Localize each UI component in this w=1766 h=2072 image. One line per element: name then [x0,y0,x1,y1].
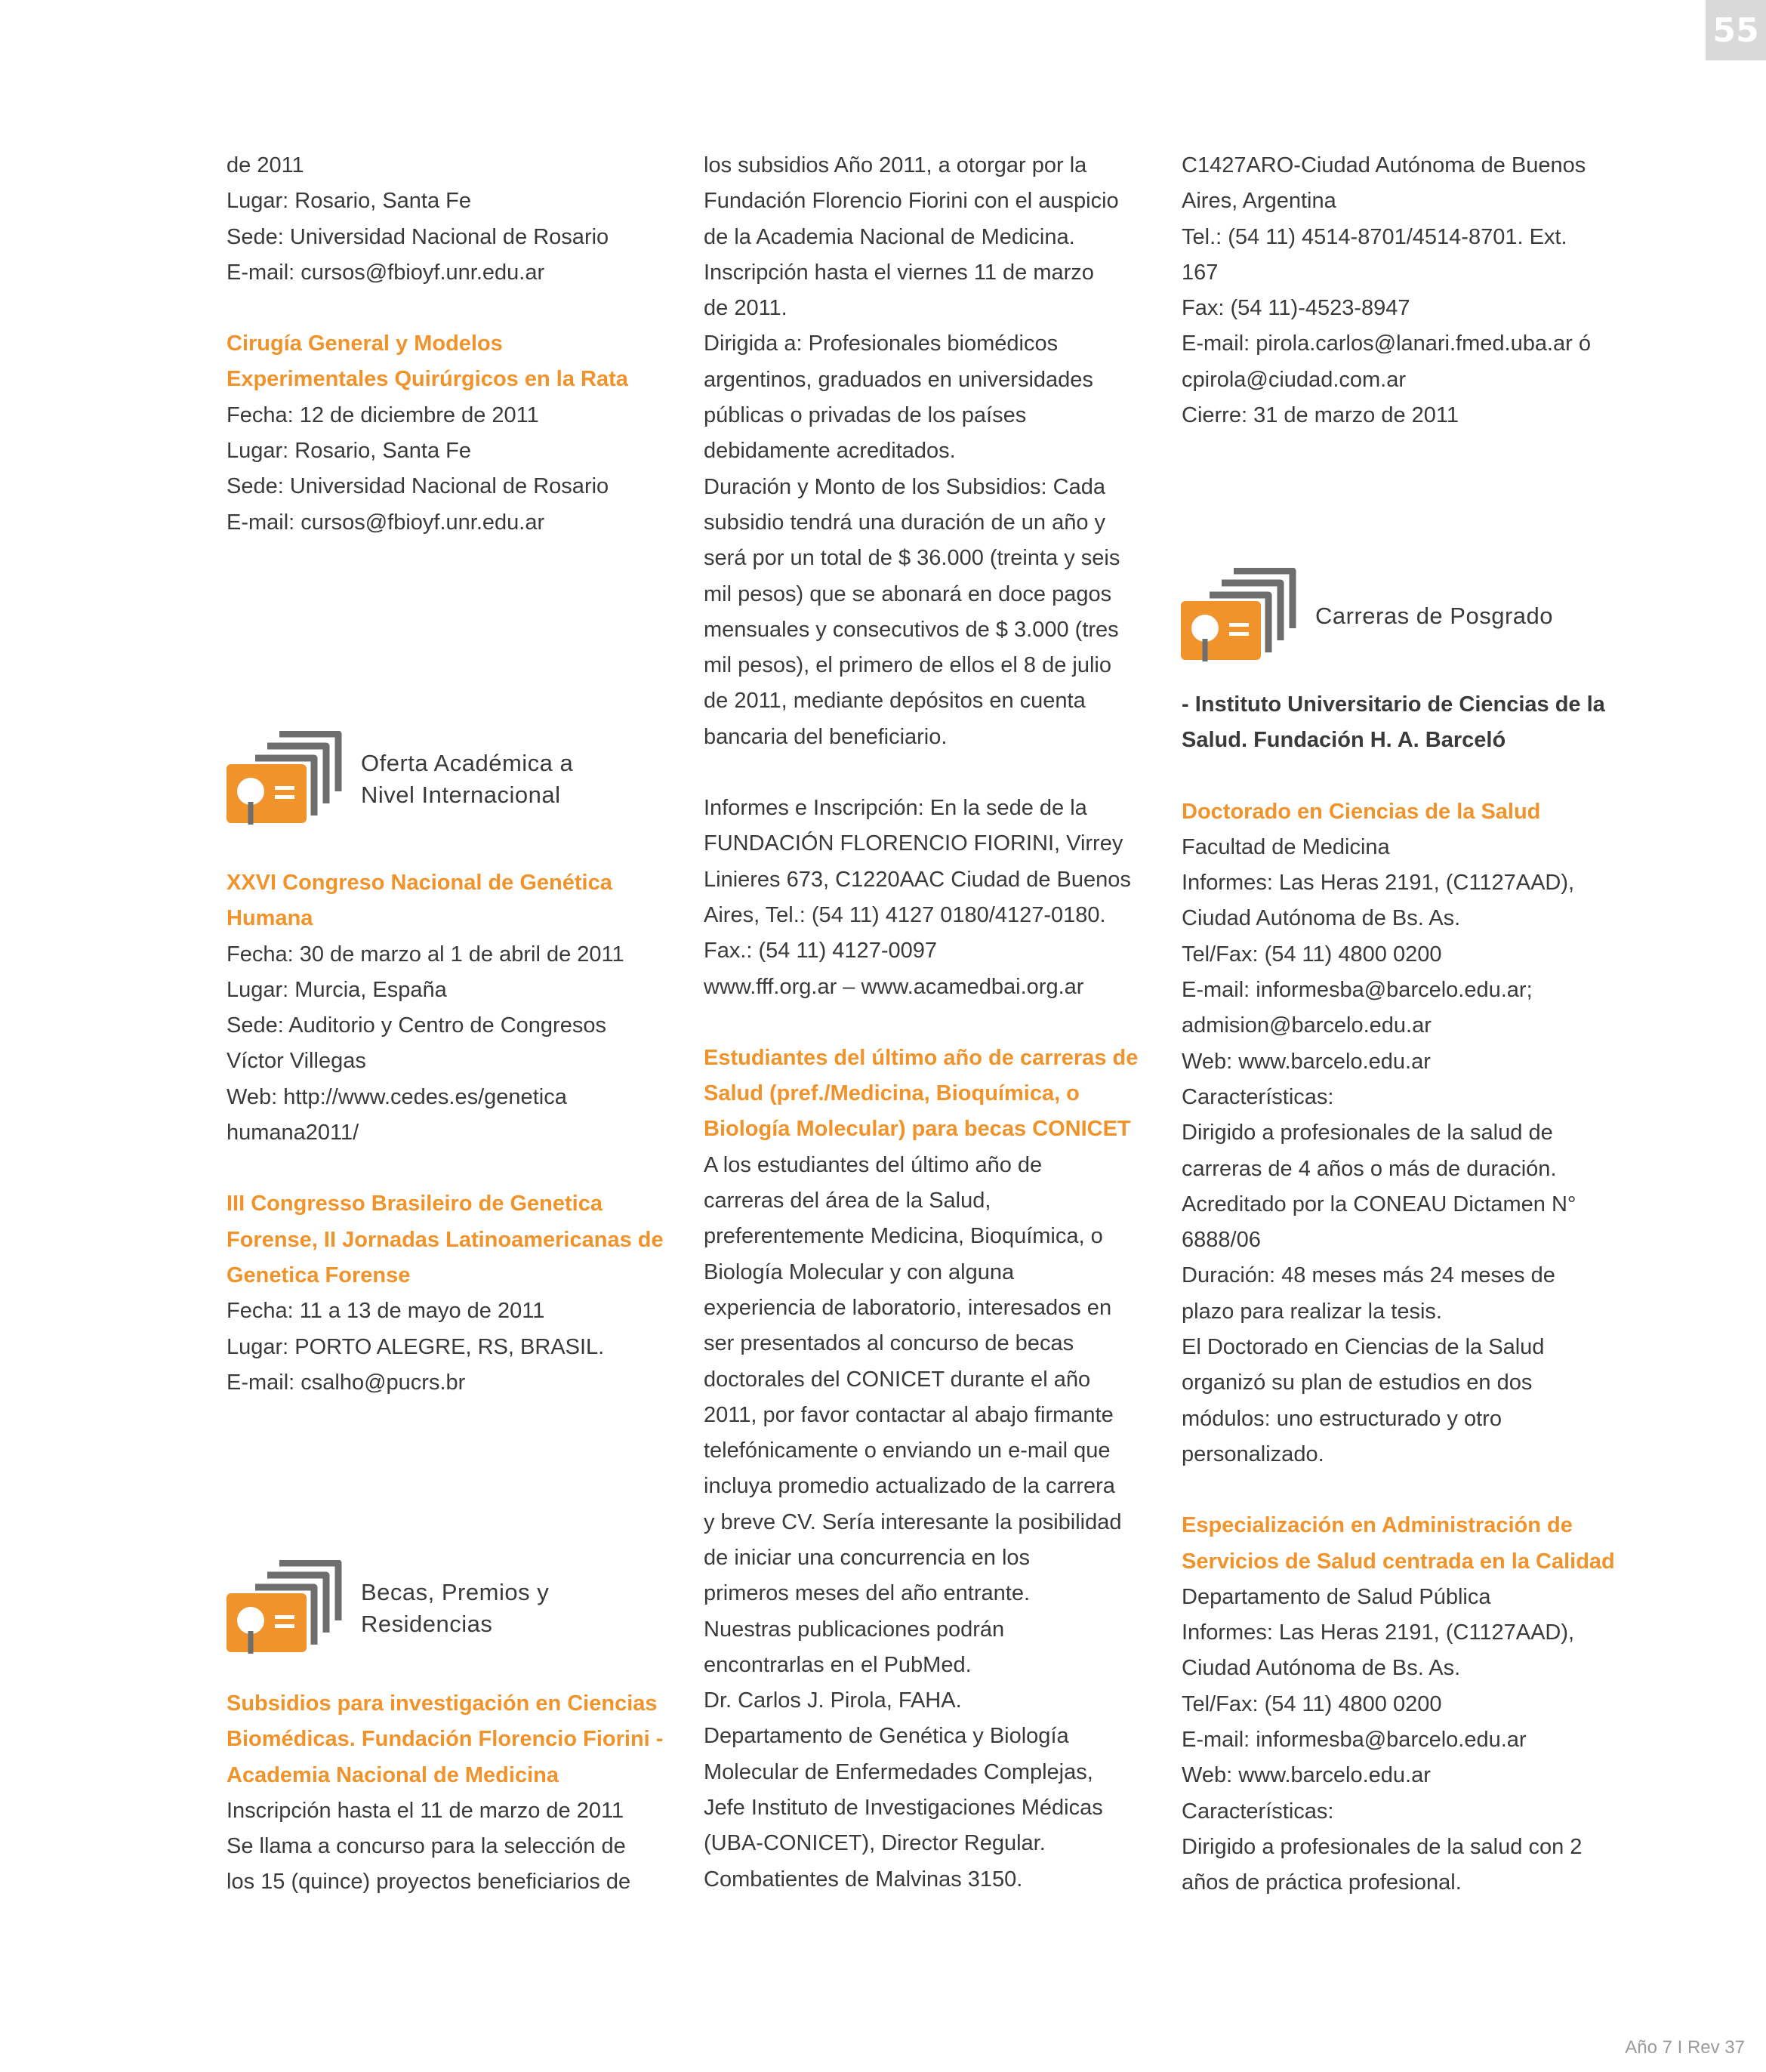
section-title [361,748,573,811]
text-line: El Doctorado en Ciencias de la Salud [1182,1335,1545,1360]
text-block [227,398,664,541]
text-line: Humana [227,906,313,931]
text-line: E-mail: informesba@barcelo.edu.ar [1182,1728,1527,1753]
text-line: años de práctica profesional. [1182,1870,1462,1895]
text-line: Fecha: 12 de diciembre de 2011 [227,402,539,427]
text-line: admision@barcelo.edu.ar [1182,1013,1432,1038]
text-line: módulos: uno estructurado y otro [1182,1406,1502,1431]
page-number: 55 [1706,0,1766,60]
text-line: encontrarlas en el PubMed. [704,1652,972,1677]
text-line: Web: www.barcelo.edu.ar [1182,1049,1431,1074]
section-header-becas [225,1560,549,1657]
text-line: Academia Nacional de Medicina [227,1762,559,1787]
text-line: Especialización en Administración de [1182,1513,1573,1538]
text-line: Dr. Carlos J. Pirola, FAHA. [704,1688,962,1713]
text-line: Dirigido a profesionales de la salud con 2 [1182,1834,1583,1859]
text-line: Inscripción hasta el 11 de marzo de 2011 [227,1798,624,1823]
text-line: Ciudad Autónoma de Bs. As. [1182,1656,1461,1681]
text-line: públicas o privadas de los países [704,403,1027,428]
text-line: Fecha: 11 a 13 de mayo de 2011 [227,1299,545,1324]
column-2 [704,148,1142,1898]
certificate-icon [225,1560,343,1657]
text-line: y breve CV. Sería interesante la posibilidad [704,1509,1122,1534]
text-line: mensuales y consecutivos de $ 3.000 (tres [704,617,1119,642]
text-block [227,937,664,1152]
event-title [227,326,664,398]
text-line: bancaria del beneficiario. [704,724,948,749]
text-line: Estudiantes del último año de carreras de [704,1045,1139,1070]
text-line: 6888/06 [1182,1228,1261,1253]
text-line: plazo para realizar la tesis. [1182,1299,1442,1324]
text-line: incluya promedio actualizado de la carrera [704,1474,1115,1499]
text-line: Aires, Tel.: (54 11) 4127 0180/4127-0180. [704,902,1106,927]
text-block [1182,1580,1635,1901]
text-line: Salud (pref./Medicina, Bioquímica, o [704,1081,1080,1106]
text-line: experiencia de laboratorio, interesados en [704,1295,1112,1320]
text-line: Nuestras publicaciones podrán [704,1617,1005,1642]
text-line: (UBA-CONICET), Director Regular. [704,1831,1046,1856]
text-line: E-mail: informesba@barcelo.edu.ar; [1182,978,1533,1003]
text-line: Acreditado por la CONEAU Dictamen N° [1182,1192,1576,1216]
text-line: Lugar: Rosario, Santa Fe [227,439,472,464]
text-line: Web: http://www.cedes.es/genetica [227,1084,567,1109]
text-line: E-mail: pirola.carlos@lanari.fmed.uba.ar ó [1182,331,1591,356]
text-line: - Instituto Universitario de Ciencias de la [1182,692,1605,717]
text-line: Molecular de Enfermedades Complejas, [704,1759,1093,1784]
text-line: XXVI Congreso Nacional de Genética [227,871,612,895]
text-line: Oferta Académica a [361,750,574,776]
text-line: Lugar: Rosario, Santa Fe [227,189,472,214]
column-1-mid [227,865,664,1401]
institute-title [1182,687,1635,759]
text-line: Residencias [361,1611,493,1637]
text-line: Dirigida a: Profesionales biomédicos [704,331,1059,356]
certificate-icon [225,731,343,828]
text-line: de 2011, mediante depósitos en cuenta [704,689,1086,714]
text-line: mil pesos) que se abonará en doce pagos [704,581,1112,606]
text-block [704,791,1142,1005]
text-block [227,1293,664,1401]
text-line: Combatientes de Malvinas 3150. [704,1867,1023,1892]
text-line: Duración y Monto de los Subsidios: Cada [704,474,1105,499]
text-line: Víctor Villegas [227,1049,366,1074]
text-line: Tel.: (54 11) 4514-8701/4514-8701. Ext. [1182,224,1567,249]
text-line: E-mail: cursos@fbioyf.unr.edu.ar [227,510,545,535]
section-header-posgrado [1179,568,1553,664]
text-line: carreras del área de la Salud, [704,1189,991,1213]
text-line: mil pesos), el primero de ellos el 8 de julio [704,653,1111,678]
text-line: Informes: Las Heras 2191, (C1127AAD), [1182,1620,1575,1645]
text-line: Fundación Florencio Fiorini con el auspicio [704,189,1119,214]
text-line: Biología Molecular) para becas CONICET [704,1117,1131,1142]
text-line: los 15 (quince) proyectos beneficiarios de [227,1870,631,1895]
text-line: Ciudad Autónoma de Bs. As. [1182,906,1461,931]
text-line: preferentemente Medicina, Bioquímica, o [704,1224,1103,1249]
text-line: Salud. Fundación H. A. Barceló [1182,728,1506,753]
text-line: Genetica Forense [227,1263,411,1287]
text-line: subsidio tendrá una duración de un año y [704,510,1106,535]
text-block [1182,148,1635,433]
text-block [227,148,664,291]
text-line: Departamento de Genética y Biología [704,1724,1069,1749]
text-line: Biología Molecular y con alguna [704,1260,1015,1284]
column-3-lower [1182,687,1635,1901]
text-line: Forense, II Jornadas Latinoamericanas de [227,1227,664,1252]
text-line: Lugar: PORTO ALEGRE, RS, BRASIL. [227,1334,605,1359]
text-line: C1427ARO-Ciudad Autónoma de Buenos [1182,153,1586,177]
event-title [227,865,664,937]
text-line: 167 [1182,260,1219,285]
text-line: Tel/Fax: (54 11) 4800 0200 [1182,942,1442,967]
text-line: III Congresso Brasileiro de Genetica [227,1192,603,1216]
event-title [704,1041,1142,1148]
text-line: ser presentados al concurso de becas [704,1331,1074,1356]
text-line: Fax: (54 11)-4523-8947 [1182,296,1410,321]
section-title [361,1577,549,1640]
footer-issue: Año 7 I Rev 37 [1625,2037,1745,2058]
text-line: Servicios de Salud centrada en la Calidad [1182,1549,1615,1574]
text-line: Sede: Universidad Nacional de Rosario [227,474,609,499]
column-1 [227,148,664,541]
text-line: será por un total de $ 36.000 (treinta y seis [704,546,1120,571]
text-line: Sede: Universidad Nacional de Rosario [227,224,609,249]
text-line: telefónicamente o enviando un e-mail que [704,1438,1111,1463]
text-line: A los estudiantes del último año de [704,1152,1043,1177]
text-line: personalizado. [1182,1441,1324,1466]
text-line: doctorales del CONICET durante el año [704,1367,1091,1392]
text-line: 2011, por favor contactar al abajo firmante [704,1402,1114,1427]
text-line: de 2011. [704,296,787,321]
certificate-icon [1179,568,1297,664]
text-line: Cirugía General y Modelos [227,331,503,356]
text-line: Características: [1182,1799,1334,1824]
text-line: Experimentales Quirúrgicos en la Rata [227,367,628,392]
section-title: Carreras de Posgrado [1315,603,1553,629]
text-line: Becas, Premios y [361,1579,550,1605]
text-line: Linieres 673, C1220AAC Ciudad de Buenos [704,867,1131,892]
text-line: Nivel Internacional [361,782,561,808]
text-line: Lugar: Murcia, España [227,977,447,1002]
column-1-bottom [227,1686,664,1901]
column-3 [1182,148,1635,433]
text-line: debidamente acreditados. [704,439,956,464]
text-line: Facultad de Medicina [1182,834,1390,859]
text-line: E-mail: cursos@fbioyf.unr.edu.ar [227,260,545,285]
text-line: organizó su plan de estudios en dos [1182,1371,1533,1395]
text-line: Tel/Fax: (54 11) 4800 0200 [1182,1691,1442,1716]
text-block [227,1793,664,1901]
text-line: los subsidios Año 2011, a otorgar por la [704,153,1087,177]
text-line: de iniciar una concurrencia en los [704,1545,1031,1570]
text-line: Informes: Las Heras 2191, (C1127AAD), [1182,871,1575,896]
text-line: Fax.: (54 11) 4127-0097 [704,939,937,964]
text-line: Características: [1182,1084,1334,1109]
text-line: Departamento de Salud Pública [1182,1584,1491,1609]
text-line: Jefe Instituto de Investigaciones Médicas [704,1796,1103,1821]
text-block [1182,830,1635,1472]
text-block [704,1148,1142,1898]
program-title [1182,794,1635,830]
text-line: E-mail: csalho@pucrs.br [227,1370,466,1395]
text-line: Subsidios para investigación en Ciencias [227,1691,658,1716]
text-line: argentinos, graduados en universidades [704,367,1093,392]
text-line: Biomédicas. Fundación Florencio Fiorini - [227,1727,664,1752]
text-line: Sede: Auditorio y Centro de Congresos [227,1013,606,1038]
event-title [227,1686,664,1793]
text-line: cpirola@ciudad.com.ar [1182,367,1407,392]
text-line: Web: www.barcelo.edu.ar [1182,1763,1431,1788]
text-line: Doctorado en Ciencias de la Salud [1182,799,1541,824]
text-line: de 2011 [227,153,304,177]
text-line: www.fff.org.ar – www.acamedbai.org.ar [704,974,1084,999]
text-line: Aires, Argentina [1182,189,1336,214]
text-line: Cierre: 31 de marzo de 2011 [1182,403,1459,428]
text-line: Se llama a concurso para la selección de [227,1834,626,1859]
text-line: Fecha: 30 de marzo al 1 de abril de 2011 [227,942,624,967]
text-line: de la Academia Nacional de Medicina. [704,224,1075,249]
text-line: Duración: 48 meses más 24 meses de [1182,1263,1555,1288]
text-block [704,148,1142,755]
text-line: Inscripción hasta el viernes 11 de marzo [704,260,1094,285]
text-line: humana2011/ [227,1121,359,1145]
text-line: primeros meses del año entrante. [704,1581,1030,1606]
text-line: Dirigido a profesionales de la salud de [1182,1121,1553,1145]
text-line: Informes e Inscripción: En la sede de la [704,796,1087,821]
section-header-oferta [225,731,573,828]
event-title [227,1186,664,1293]
text-line: FUNDACIÓN FLORENCIO FIORINI, Virrey [704,831,1123,856]
program-title [1182,1508,1635,1580]
text-line: carreras de 4 años o más de duración. [1182,1156,1557,1181]
